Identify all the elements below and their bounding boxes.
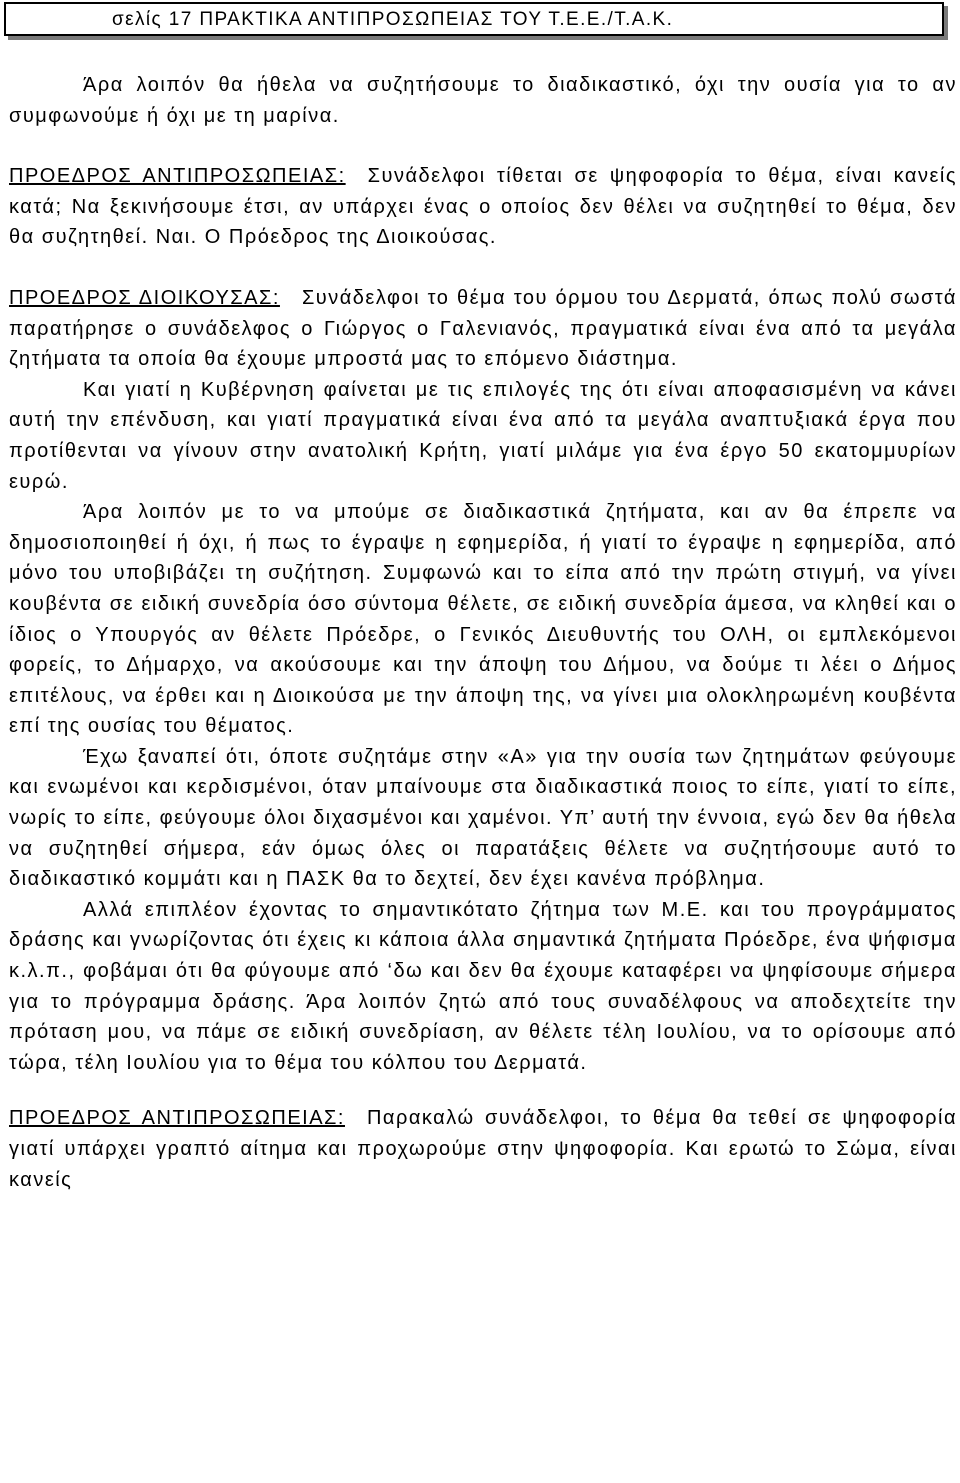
- paragraph-text: Συνάδελφοι το θέμα του όρμου του Δερματά, όπως πολύ σωστά παρατήρησε ο συνάδελφος ο Γιώργος ο Γαλενιανός, πραγματικά είναι ένα από τα μεγάλα ζητήματα τα οποία θα έχουμε μπροστά μας το επόμενο διάστημα.: [9, 286, 957, 371]
- speaker-label: ΠΡΟΕΔΡΟΣ ΑΝΤΙΠΡΟΣΩΠΕΙΑΣ:: [9, 165, 346, 188]
- speaker-label: ΠΡΟΕΔΡΟΣ ΑΝΤΙΠΡΟΣΩΠΕΙΑΣ:: [9, 1107, 345, 1130]
- paragraph-2: [9, 161, 957, 253]
- paragraph-text: Παρακαλώ συνάδελφοι, το θέμα θα τεθεί σε ψηφοφορία γιατί υπάρχει γραπτό αίτημα και προχωρούμε στην ψηφοφορία. Και ερωτώ το Σώμα, είναι κανείς: [9, 1107, 958, 1191]
- paragraph-text: Άρα λοιπόν με το να μπούμε σε διαδικαστικά ζητήματα, και αν θα έπρεπε να δημοσιοποιηθεί ή όχι, ή πως το έγραψε η εφημερίδα, ή γιατί το έγραψε η εφημερίδα, από μόνο του υποβιβάζει τη συζήτηση. Συμφωνώ και το είπα από την πρώτη στιγμή, να γίνει κουβέντα σε ειδική συνεδρία όσο σύντομα θέλετε, σε ειδική συνεδρία άμεσα, να κληθεί και ο ίδιος ο Υπουργός αν θέλετε Πρόεδρε, ο Γενικός Διευθυντής του ΟΛΗ, οι εμπλεκόμενοι φορείς, το Δήμαρχο, να ακούσουμε και την άποψη του Δήμου, να δούμε τι λέει ο Δήμος επιτέλους, να έρθει και η Διοικούσα με την άποψη της, να γίνει μια ολοκληρωμένη κουβέντα επί της ουσίας του θέματος.: [9, 501, 957, 738]
- transcript-body: [9, 70, 957, 1195]
- paragraph-text: Αλλά επιπλέον έχοντας το σημαντικότατο ζήτημα των Μ.Ε. και του προγράμματος δράσης και γνωρίζοντας ότι έχεις κι κάποια άλλα σημαντικά ζητήματα Πρόεδρε, ένα ψήφισμα κ.λ.π., φοβάμαι ότι θα φύγουμε από ‘δω και δεν θα έχουμε καταφέρει να ψηφίσουμε σήμερα για το πρόγραμμα δράσης. Άρα λοιπόν ζητώ από τους συναδέλφους να αποδεχτείτε την πρόταση μου, να πάμε σε ειδική συνεδρίαση, αν θέλετε τέλη Ιουλίου, να το ορίσουμε από τώρα, τέλη Ιουλίου για το θέμα του κόλπου του Δερματά.: [9, 898, 957, 1074]
- paragraph-text: Συνάδελφοι τίθεται σε ψηφοφορία το θέμα, είναι κανείς κατά; Να ξεκινήσουμε έτσι, αν υπάρχει ένας ο οποίος δεν θέλει να συζητηθεί το θέμα, δεν θα συζητηθεί. Ναι. Ο Πρόεδρος της Διοικούσας.: [9, 165, 957, 249]
- page-header: [4, 2, 944, 36]
- paragraph-3: [9, 283, 957, 375]
- paragraph-text: Έχω ξαναπεί ότι, όποτε συζητάμε στην «Α» για την ουσία των ζητημάτων φεύγουμε και ενωμένοι και κερδισμένοι, όταν μπαίνουμε στα διαδικαστικά ποιος το είπε, γιατί το είπε, νωρίς το είπε, φεύγουμε όλοι διχασμένοι και χαμένοι. Υπ’ αυτή την έννοια, εγώ δεν θα ήθελα να συζητηθεί σήμερα, εάν όμως όλες οι παρατάξεις θέλετε να συζητήσουμε αυτό το διαδικαστικό κομμάτι και η ΠΑΣΚ θα το δεχτεί, δεν έχει κανένα πρόβλημα.: [9, 745, 957, 891]
- paragraph-6: [9, 742, 957, 895]
- paragraph-text: Άρα λοιπόν θα ήθελα να συζητήσουμε το διαδικαστικό, όχι την ουσία για το αν συμφωνούμε ή όχι με τη μαρίνα.: [9, 74, 957, 127]
- paragraph-5: [9, 497, 957, 742]
- paragraph-1: [9, 70, 957, 131]
- paragraph-text: Και γιατί η Κυβέρνηση φαίνεται με τις επιλογές της ότι είναι αποφασισμένη να κάνει αυτή την επένδυση, και γιατί πραγματικά είναι ένα από τα μεγάλα αναπτυξιακά έργα που προτίθενται να γίνουν στην ανατολική Κρήτη, γιατί μιλάμε για ένα έργο 50 εκατομμυρίων ευρώ.: [9, 378, 957, 493]
- paragraph-4: [9, 375, 957, 497]
- header-title: σελίς 17 ΠΡΑΚΤΙΚΑ ΑΝΤΙΠΡΟΣΩΠΕΙΑΣ ΤΟΥ Τ.Ε.Ε./Τ.Α.Κ.: [112, 9, 674, 30]
- speaker-label: ΠΡΟΕΔΡΟΣ ΔΙΟΙΚΟΥΣΑΣ:: [9, 286, 280, 309]
- paragraph-7: [9, 895, 957, 1079]
- paragraph-8: [9, 1103, 957, 1195]
